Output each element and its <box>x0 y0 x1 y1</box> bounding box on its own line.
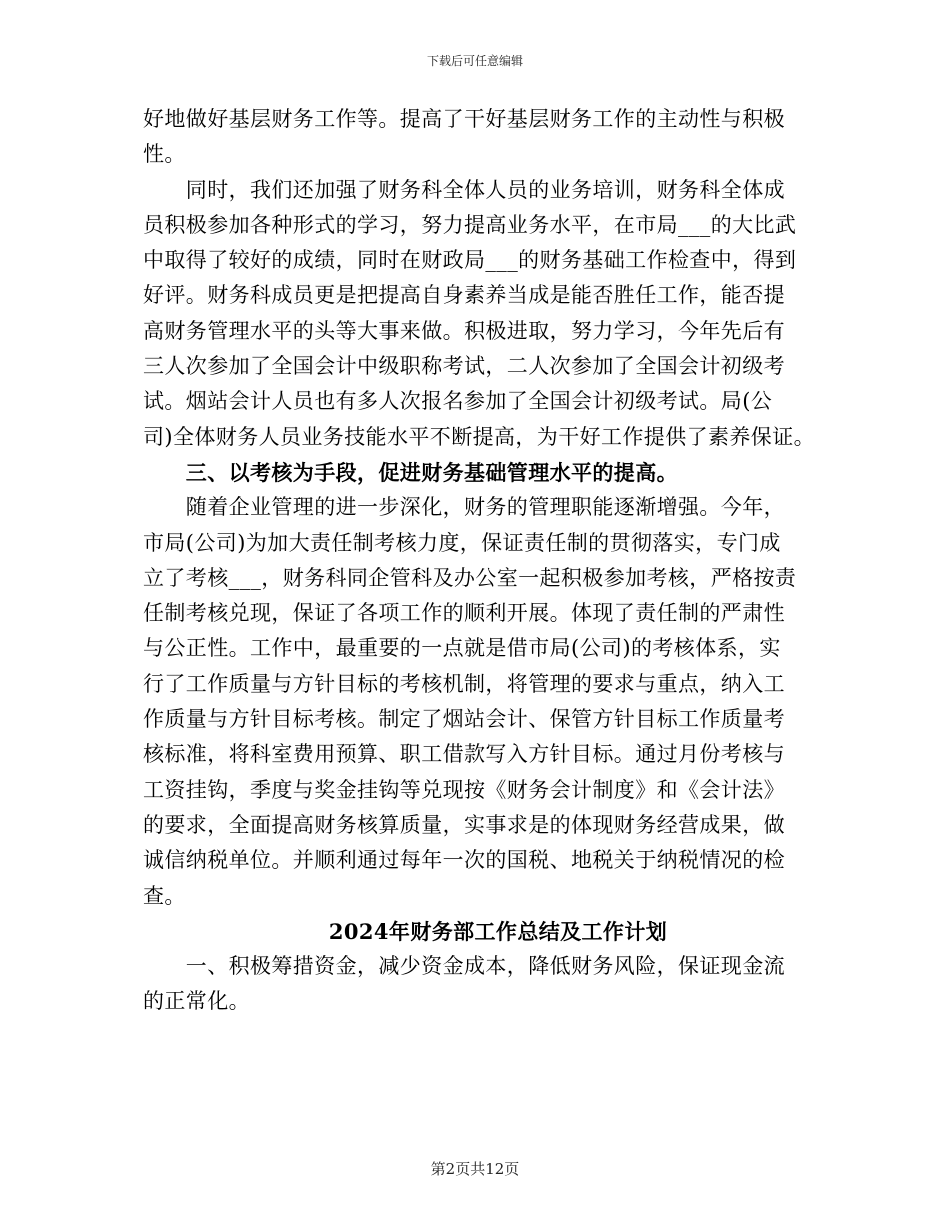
page-header: 下载后可任意编辑 <box>426 54 523 68</box>
paragraph-line: 工资挂钩，季度与奖金挂钩等兑现按《财务会计制度》和《会计法》 <box>143 777 785 802</box>
paragraph-line: 员积极参加各种形式的学习，努力提高业务水平，在市局___的大比武 <box>143 212 797 237</box>
paragraph-line: 一、积极筹措资金，减少资金成本，降低财务风险，保证现金流 <box>143 954 785 979</box>
paragraph-line: 试。烟站会计人员也有多人次报名参加了全国会计初级考试。局(公 <box>143 389 773 414</box>
paragraph-line: 作质量与方针目标考核。制定了烟站会计、保管方针目标工作质量考 <box>143 707 785 732</box>
paragraph-line: 的要求，全面提高财务核算质量，实事求是的体现财务经营成果，做 <box>143 812 785 837</box>
paragraph-line: 三人次参加了全国会计中级职称考试，二人次参加了全国会计初级考 <box>143 354 785 379</box>
paragraph-line: 性。 <box>143 142 186 167</box>
paragraph-line: 好评。财务科成员更是把提高自身素养当成是能否胜任工作，能否提 <box>143 283 785 308</box>
paragraph-line: 中取得了较好的成绩，同时在财政局___的财务基础工作检查中，得到 <box>143 248 797 273</box>
paragraph-line: 同时，我们还加强了财务科全体人员的业务培训，财务科全体成 <box>143 177 785 202</box>
paragraph-line: 随着企业管理的进一步深化，财务的管理职能逐渐增强。今年， <box>143 495 785 520</box>
document-body <box>143 102 823 1020</box>
document-title: 2024年财务部工作总结及工作计划 <box>328 918 668 944</box>
paragraph-line: 立了考核___，财务科同企管科及办公室一起积极参加考核，严格按责 <box>143 565 797 590</box>
paragraph-line: 与公正性。工作中，最重要的一点就是借市局(公司)的考核体系，实 <box>143 636 781 661</box>
paragraph-line: 核标准，将科室费用预算、职工借款写入方针目标。通过月份考核与 <box>143 742 785 767</box>
paragraph-line: 高财务管理水平的头等大事来做。积极进取，努力学习，今年先后有 <box>143 318 785 343</box>
paragraph-line: 好地做好基层财务工作等。提高了干好基层财务工作的主动性与积极 <box>143 107 785 131</box>
paragraph-line: 行了工作质量与方针目标的考核机制，将管理的要求与重点，纳入工 <box>143 671 785 696</box>
paragraph-line: 任制考核兑现，保证了各项工作的顺利开展。体现了责任制的严肃性 <box>143 601 785 626</box>
paragraph-line: 诚信纳税单位。并顺利通过每年一次的国税、地税关于纳税情况的检 <box>143 848 785 873</box>
paragraph-line: 市局(公司)为加大责任制考核力度，保证责任制的贯彻落实，专门成 <box>143 530 781 555</box>
paragraph-line: 查。 <box>143 883 186 908</box>
section-heading: 三、以考核为手段，促进财务基础管理水平的提高。 <box>143 459 678 485</box>
page-number: 第2页共12页 <box>430 1160 520 1178</box>
paragraph-line: 的正常化。 <box>143 989 250 1014</box>
paragraph-line: 司)全体财务人员业务技能水平不断提高，为干好工作提供了素养保证。 <box>143 424 815 449</box>
